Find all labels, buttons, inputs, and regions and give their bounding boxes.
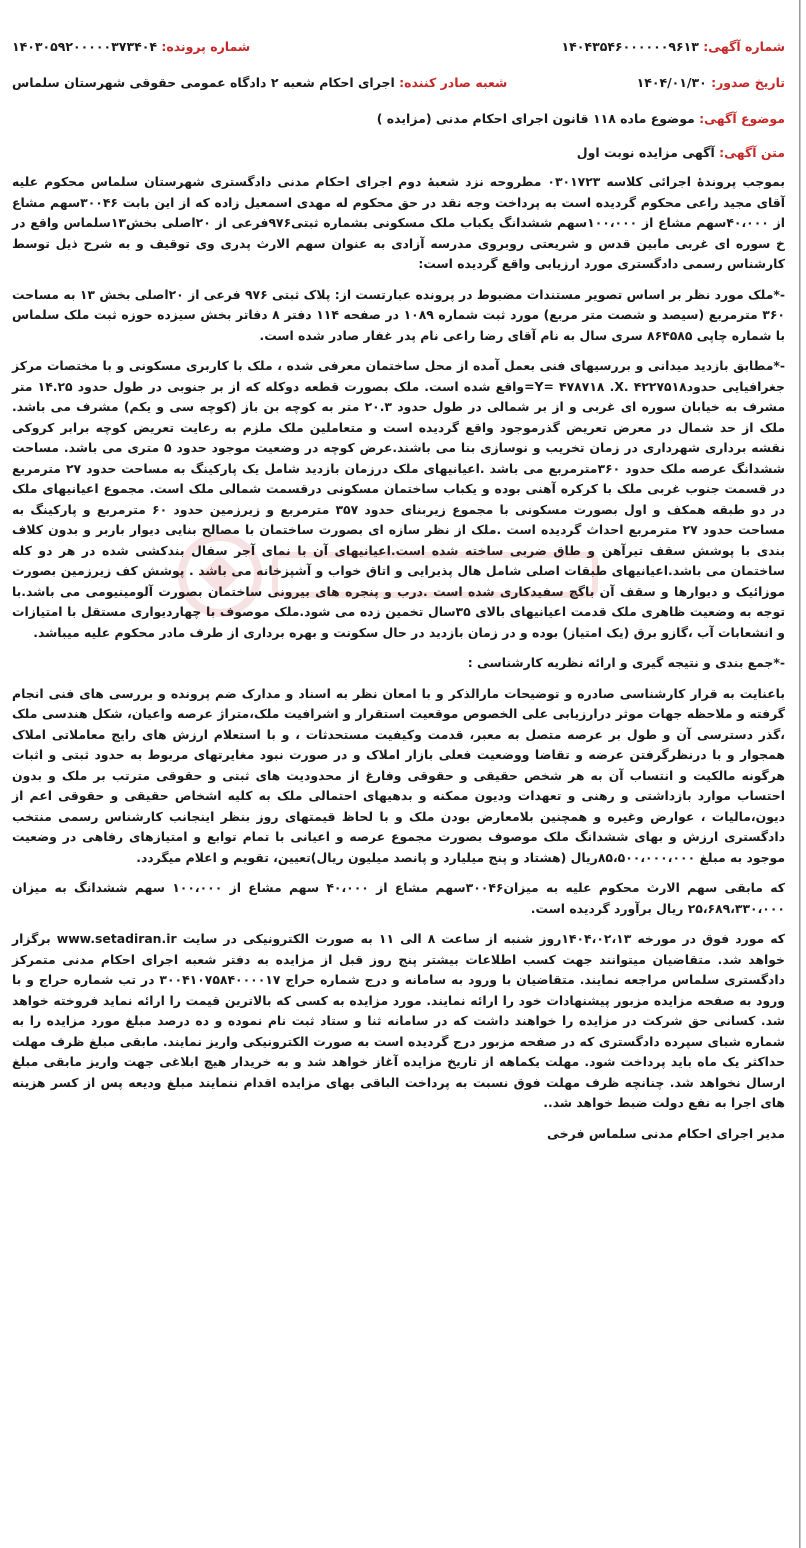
issue-date-value: ۱۴۰۴/۰۱/۳۰ bbox=[636, 75, 707, 90]
ad-subject bbox=[12, 110, 785, 128]
signature: مدیر اجرای احکام مدنی سلماس فرخی bbox=[546, 1125, 785, 1141]
paragraph-valuation: باعنایت به قرار کارشناسی صادره و توضیحات مارالذکر و با امعان نظر به اسناد و مدارک ضم پرونده و بررسی های فنی انجام گرفته و ملاحظه جهات موثر درارزیابی علی الخصوص موقعیت استقرار و اشرافیت ملک،متراژ عرصه واعیان، شکل هندسی ملک ،گذر دسترسی آن و طول بر عرصه متصل به معبر، قدمت وکیفیت مستحدثات ، و با استعلام ارزش های رایج معاملاتی املاک همجوار و با درنظرگرفتن عرضه و تقاضا ووضعیت فعلی بازار املاک و در صورت نبود مغایرتهای مربوط به حدود ثبتی و اثبات هرگونه مالکیت و انتساب آن به هر شخص حقیقی و حقوقی وفارغ از محدودیت های ثبتی و حقوقی مترتب بر ملک و بدون احتساب موارد بازداشتی و رهنی و تعهدات ودیون ممکنه و بدهیهای احتمالی ملک به کلیه اشخاص حقیقی و حقوقی اعم از دیون،مالیات ، عوارض وغیره و همچنین بلامعارض بودن ملک و با لحاظ قیمتهای روز بنظر اینجانب کارشناس رسمی منتخب دادگستری ارزش و بهای ششدانگ ملک موصوف بصورت مجموع عرصه و اعیانی با تمام توابع و امتیازهای رفاهی در وضعیت موجود به مبلغ ۸۵،۵۰۰،۰۰۰،۰۰۰ریال (هشتاد و پنج میلیارد و پانصد میلیون ریال)تعیین، تقویم و اعلام میگردد. bbox=[12, 685, 785, 865]
case-number-value: ۱۴۰۳۰۵۹۲۰۰۰۰۰۳۷۳۴۰۴ bbox=[12, 39, 157, 54]
paragraph-intro: بموجب پروندهٔ اجرائی کلاسه ۰۳۰۱۷۲۳ مطروحه نزد شعبهٔ دوم اجرای احکام مدنی دادگستری شهرستان سلماس محکوم علیه آقای مجید راعی محکوم گردیده است به پرداخت وجه نقد در حق محکوم له مهدی اسمعیل زاده که از این بابت ۳۰۰۴۶سهم مشاع از ۴۰،۰۰۰سهم مشاع از ۱۰۰،۰۰۰سهم ششدانگ یکباب ملک مسکونی بشماره ثبتی۹۷۶فرعی از ۲۰اصلی بخش۱۳سلماس واقع در خ سوره ای غربی مابین قدس و شریعتی روبروی مدرسه آزادی به عنوان سهم الارث پدری وی توقیف و به شرح ذیل توسط کارشناس رسمی دادگستری مورد ارزیابی واقع گردیده است: bbox=[12, 174, 785, 271]
case-number bbox=[12, 38, 250, 56]
ad-number bbox=[562, 38, 785, 56]
paragraph-auction-terms: که مورد فوق در مورخه ۱۴۰۴،۰۲،۱۳روز شنبه از ساعت ۸ الی ۱۱ به صورت الکترونیکی در سایت www.setadiran.ir برگزار خواهد شد. متقاضیان میتوانند جهت کسب اطلاعات بیشتر پنج روز قبل از مزایده به دفتر شعبه اجرای احکام مدنی متمرکز دادگستری سلماس مراجعه نمایند. متقاضیان با ورود به سامانه و درج شماره حراج ۳۰۰۴۱۰۷۵۸۴۰۰۰۰۱۷ در تب شماره حراج و با ورود به صفحه مزایده مزبور پیشنهادات خود را ارائه نمایند. مورد مزایده به کسی که بالاترین قیمت را ارائه نماید فروخته خواهد شد. کسانی حق شرکت در مزایده را خواهند داشت که در سامانه ثنا و ستاد ثبت نام نموده و ده درصد مبلغ مورد مزایده را به شماره شبای سپرده دادگستری که در صفحه مزبور درج گردیده است به صورت الکترونیکی واریز نمایند. مابقی مبلغ ظرف مهلت حداکثر یک ماه باید پرداخت شود. مهلت یکماهه از تاریخ مزایده آغاز خواهد شد و به خریدار هیچ ابلاغی جهت واریز مابقی مبلغ ارسال نخواهد شد. چنانچه ظرف مهلت فوق نسبت به پرداخت الباقی بهای مزایده اقدام ننمایند مبلغ ودیعه پس از کسر هزینه های اجرا به نفع دولت ضبط خواهد شد.. bbox=[12, 931, 785, 1110]
meta-row-numbers bbox=[12, 38, 785, 56]
paragraph-conclusion-title: -*جمع بندی و نتیجه گیری و ارائه نظریه کارشناسی : bbox=[467, 655, 785, 670]
issuer-label: شعبه صادر کننده: bbox=[399, 75, 508, 90]
paragraph-registry: -*ملک مورد نظر بر اساس تصویر مستندات مضبوط در پرونده عبارتست از: پلاک ثبتی ۹۷۶ فرعی از ۲۰اصلی بخش ۱۳ به مساحت ۳۶۰ مترمربع (سیصد و شصت متر مربع) مورد ثبت شماره ۱۰۸۹ در صفحه ۱۱۴ دفتر ۸ دفاتر بخش سیزده حوزه ثبت ملک سلماس با شماره چاپی ۸۶۴۵۸۵ سری سال به نام آقای رضا راعی نام پدر غفار صادر شده است. bbox=[12, 286, 785, 343]
paragraph-inspection: -*مطابق بازدید میدانی و بررسیهای فنی بعمل آمده از محل ساختمان معرفی شده ، ملک با کاربری مسکونی و با مختصات مرکز جغرافیایی حدود۴۲۲۷۵۱۸ .Y= ۴۷۸۷۱۸ .X=واقع شده است. ملک بصورت قطعه دوکله که از بر جنوبی در طول حدود ۱۴.۲۵ متر مشرف به خیابان سوره ای غربی و از بر شمالی در طول حدود ۲۰.۳ متر به کوچه بن باز (کوچه سی و یکم) مشرف می باشد. ملک از حد شمال در معرض تعریض گذرموجود واقع گردیده است و متعاملین ملک ملزم به رعایت تعریض کوچه برابر کروکی نقشه برداری شهرداری در زمان تخریب و نوسازی بنا می باشند.عرض کوچه در وضعیت موجود حدود ۵ متری می باشد. مساحت ششدانگ عرصه ملک حدود ۳۶۰مترمربع می باشد .اعیانیهای ملک درزمان بازدید شامل یک پارکینگ به مساحت حدود ۲۷ مترمربع در قسمت جنوب غربی ملک با کرکره آهنی بوده و یکباب ساختمان مسکونی درقسمت شمالی ملک است. مجموع اعیانیهای ملک در دو طبقه همکف و اول بصورت مسکونی با مجموع زیربنای حدود ۳۵۷ مترمربع و زیرزمین حدود ۶۰ مترمربع و پارکینگ به مساحت حدود ۲۷ مترمربع احداث گردیده است .ملک از نظر سازه ای بصورت ساختمان با مصالح بنایی دیوار باربر و بدون کلاف بندی با پوشش سقف تیرآهن و طاق ضربی ساخته شده است.اعیانیهای آن با نمای آجر سفال بندکشی شده در هر دو کله ساختمان می باشد.اعیانیهای طبقات اصلی شامل هال پذیرایی و اتاق خواب و آشپزخانه می باشد . پوشش کف زیرزمین بصورت موزائیک و دیوارها و سقف آن باگچ سفیدکاری شده است .درب و پنجره های بیرونی ساختمان بصورت آلومینیومی می باشد.با توجه به وضعیت ظاهری ملک قدمت اعیانیهای بالای ۳۵سال تخمین زده می شود.ملک موصوف با چهاردیواری مستقل با امتیازات و انشعابات آب ،گازو برق (یک امتیاز) بوده و در زمان بازدید در حال سکونت و بهره برداری از طرف مادر محکوم علیه میباشد. bbox=[12, 358, 786, 640]
subject-label: موضوع آگهی: bbox=[699, 111, 785, 126]
subject-value: موضوع ماده ۱۱۸ قانون اجرای احکام مدنی (مزایده ) bbox=[376, 111, 695, 126]
paragraph-share-value: که مابقی سهم الارث محکوم علیه به میزان۳۰۰۴۶سهم مشاع از ۴۰،۰۰۰ سهم مشاع از ۱۰۰،۰۰۰ سهم ششدانگ به میزان ۲۵،۶۸۹،۳۳۰،۰۰۰ ریال برآورد گردیده است. bbox=[12, 880, 785, 916]
issuer-value: اجرای احکام شعبه ۲ دادگاه عمومی حقوقی شهرستان سلماس bbox=[12, 75, 395, 90]
issue-date-label: تاریخ صدور: bbox=[711, 75, 785, 90]
ad-number-value: ۱۴۰۴۳۵۴۶۰۰۰۰۰۰۹۶۱۳ bbox=[561, 39, 699, 54]
issue-date bbox=[637, 74, 785, 92]
case-number-label: شماره پرونده: bbox=[161, 39, 251, 54]
issuer bbox=[12, 74, 507, 92]
meta-row-issue bbox=[12, 74, 785, 92]
body-heading-value: آگهی مزایده نوبت اول bbox=[576, 145, 715, 160]
window-scroll-edge bbox=[800, 0, 806, 1548]
body-label: متن آگهی: bbox=[719, 145, 785, 160]
ad-body-heading bbox=[12, 144, 785, 162]
ad-number-label: شماره آگهی: bbox=[703, 39, 785, 54]
